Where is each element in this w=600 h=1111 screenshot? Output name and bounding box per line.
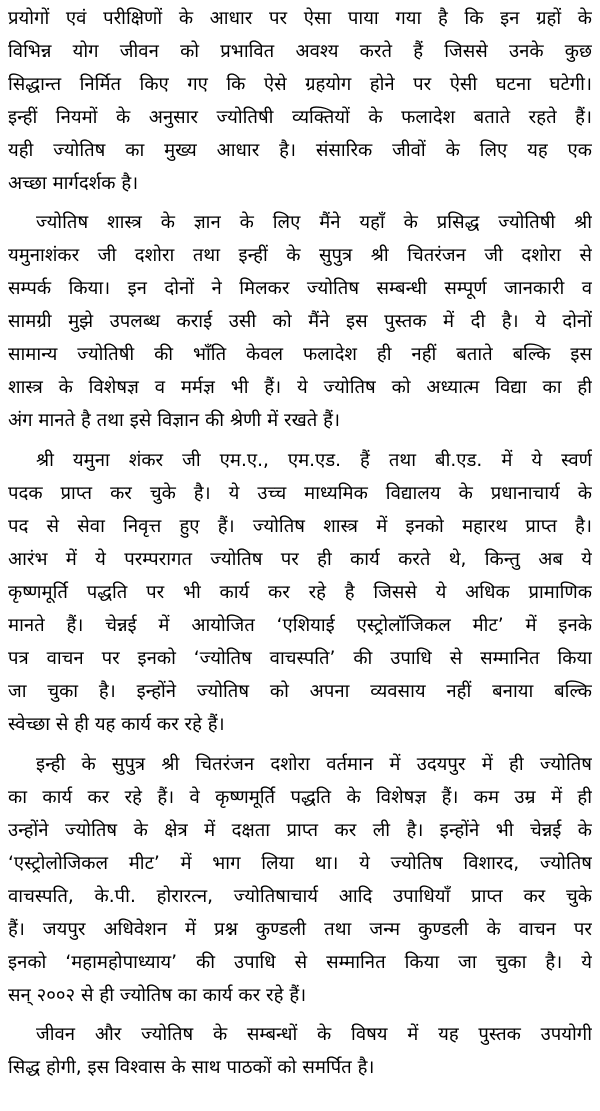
text-line: यही ज्योतिष का मुख्य आधार है। संसारिक जीवों के लिए यह एक — [8, 140, 592, 161]
text-line: अच्छा मार्गदर्शक है। — [8, 173, 139, 194]
text-line: विभिन्न योग जीवन को प्रभावित अवश्य करते हैं जिससे उनके कुछ — [8, 41, 592, 62]
text-line: उन्होंने ज्योतिष के क्षेत्र में दक्षता प्राप्त कर ली है। इन्होंने भी चेन्नई के — [8, 820, 592, 841]
text-line: पत्र वाचन पर इनको ‘ज्योतिष वाचस्पति’ की उपाधि से सम्मानित किया — [8, 648, 592, 669]
text-line: यमुनाशंकर जी दशोरा तथा इन्हीं के सुपुत्र श्री चितरंजन जी दशोरा से — [8, 245, 592, 266]
text-line: स्वेच्छा से ही यह कार्य कर रहे हैं। — [8, 714, 225, 735]
text-line: जा चुका है। इन्होंने ज्योतिष को अपना व्यवसाय नहीं बनाया बल्कि — [8, 681, 592, 702]
text-line: सम्पर्क किया। इन दोनों ने मिलकर ज्योतिष सम्बन्धी सम्पूर्ण जानकारी व — [8, 278, 592, 299]
text-line: का कार्य कर रहे हैं। वे कृष्णमूर्ति पद्धति के विशेषज्ञ हैं। कम उम्र में ही — [8, 787, 592, 808]
text-line: सामान्य ज्योतिषी की भाँति केवल फलादेश ही नहीं बताते बल्कि इस — [8, 344, 592, 365]
text-line: जीवन और ज्योतिष के सम्बन्धों के विषय में यह पुस्तक उपयोगी — [36, 1024, 592, 1045]
text-line: इन्ही के सुपुत्र श्री चितरंजन दशोरा वर्तमान में उदयपुर में ही ज्योतिष — [36, 754, 592, 775]
text-line: अंग मानते है तथा इसे विज्ञान की श्रेणी में रखते हैं। — [8, 410, 340, 431]
text-line: वाचस्पति, के.पी. होरारत्न, ज्योतिषाचार्य आदि उपाधियाँ प्राप्त कर चुके — [8, 886, 592, 907]
text-line: सन् २००२ से ही ज्योतिष का कार्य कर रहे हैं। — [8, 985, 307, 1006]
text-line: हैं। जयपुर अधिवेशन में प्रश्न कुण्डली तथा जन्म कुण्डली के वाचन पर — [8, 919, 592, 940]
text-line: सामग्री मुझे उपलब्ध कराई उसी को मैंने इस पुस्तक में दी है। ये दोनों — [8, 311, 592, 332]
text-line: श्री यमुना शंकर जी एम.ए., एम.एड. हैं तथा बी.एड. में ये स्वर्ण — [36, 450, 592, 471]
text-line: पद से सेवा निवृत्त हुए हैं। ज्योतिष शास्त्र में इनको महारथ प्राप्त है। — [8, 516, 592, 537]
text-line: ‘एस्ट्रोलोजिकल मीट’ में भाग लिया था। ये ज्योतिष विशारद, ज्योतिष — [8, 853, 592, 874]
text-line: इन्हीं नियमों के अनुसार ज्योतिषी व्यक्तियों के फलादेश बताते रहते हैं। — [8, 107, 592, 128]
text-line: आरंभ में ये परम्परागत ज्योतिष पर ही कार्य करते थे, किन्तु अब ये — [8, 549, 592, 570]
text-line: ज्योतिष शास्त्र के ज्ञान के लिए मैंने यहाँ के प्रसिद्ध ज्योतिषी श्री — [36, 212, 592, 233]
text-line: पदक प्राप्त कर चुके है। ये उच्च माध्यमिक विद्यालय के प्रधानाचार्य के — [8, 483, 592, 504]
text-line: सिद्ध होगी, इस विश्वास के साथ पाठकों को समर्पित है। — [8, 1057, 375, 1078]
text-line: कृष्णमूर्ति पद्धति पर भी कार्य कर रहे है जिससे ये अधिक प्रामाणिक — [8, 582, 592, 603]
text-line: शास्त्र के विशेषज्ञ व मर्मज्ञ भी हैं। ये ज्योतिष को अध्यात्म विद्या का ही — [8, 377, 592, 398]
text-line: सिद्धान्त निर्मित किए गए कि ऐसे ग्रहयोग होने पर ऐसी घटना घटेगी। — [8, 74, 592, 95]
text-line: मानते हैं। चेन्नई में आयोजित ‘एशियाई एस्ट्रोलॉजिकल मीट’ में इनके — [8, 615, 592, 636]
text-line: इनको ‘महामहोपाध्याय’ की उपाधि से सम्मानित किया जा चुका है। ये — [8, 952, 592, 973]
text-line: प्रयोगों एवं परीक्षिणों के आधार पर ऐसा पाया गया है कि इन ग्रहों के — [8, 8, 592, 29]
